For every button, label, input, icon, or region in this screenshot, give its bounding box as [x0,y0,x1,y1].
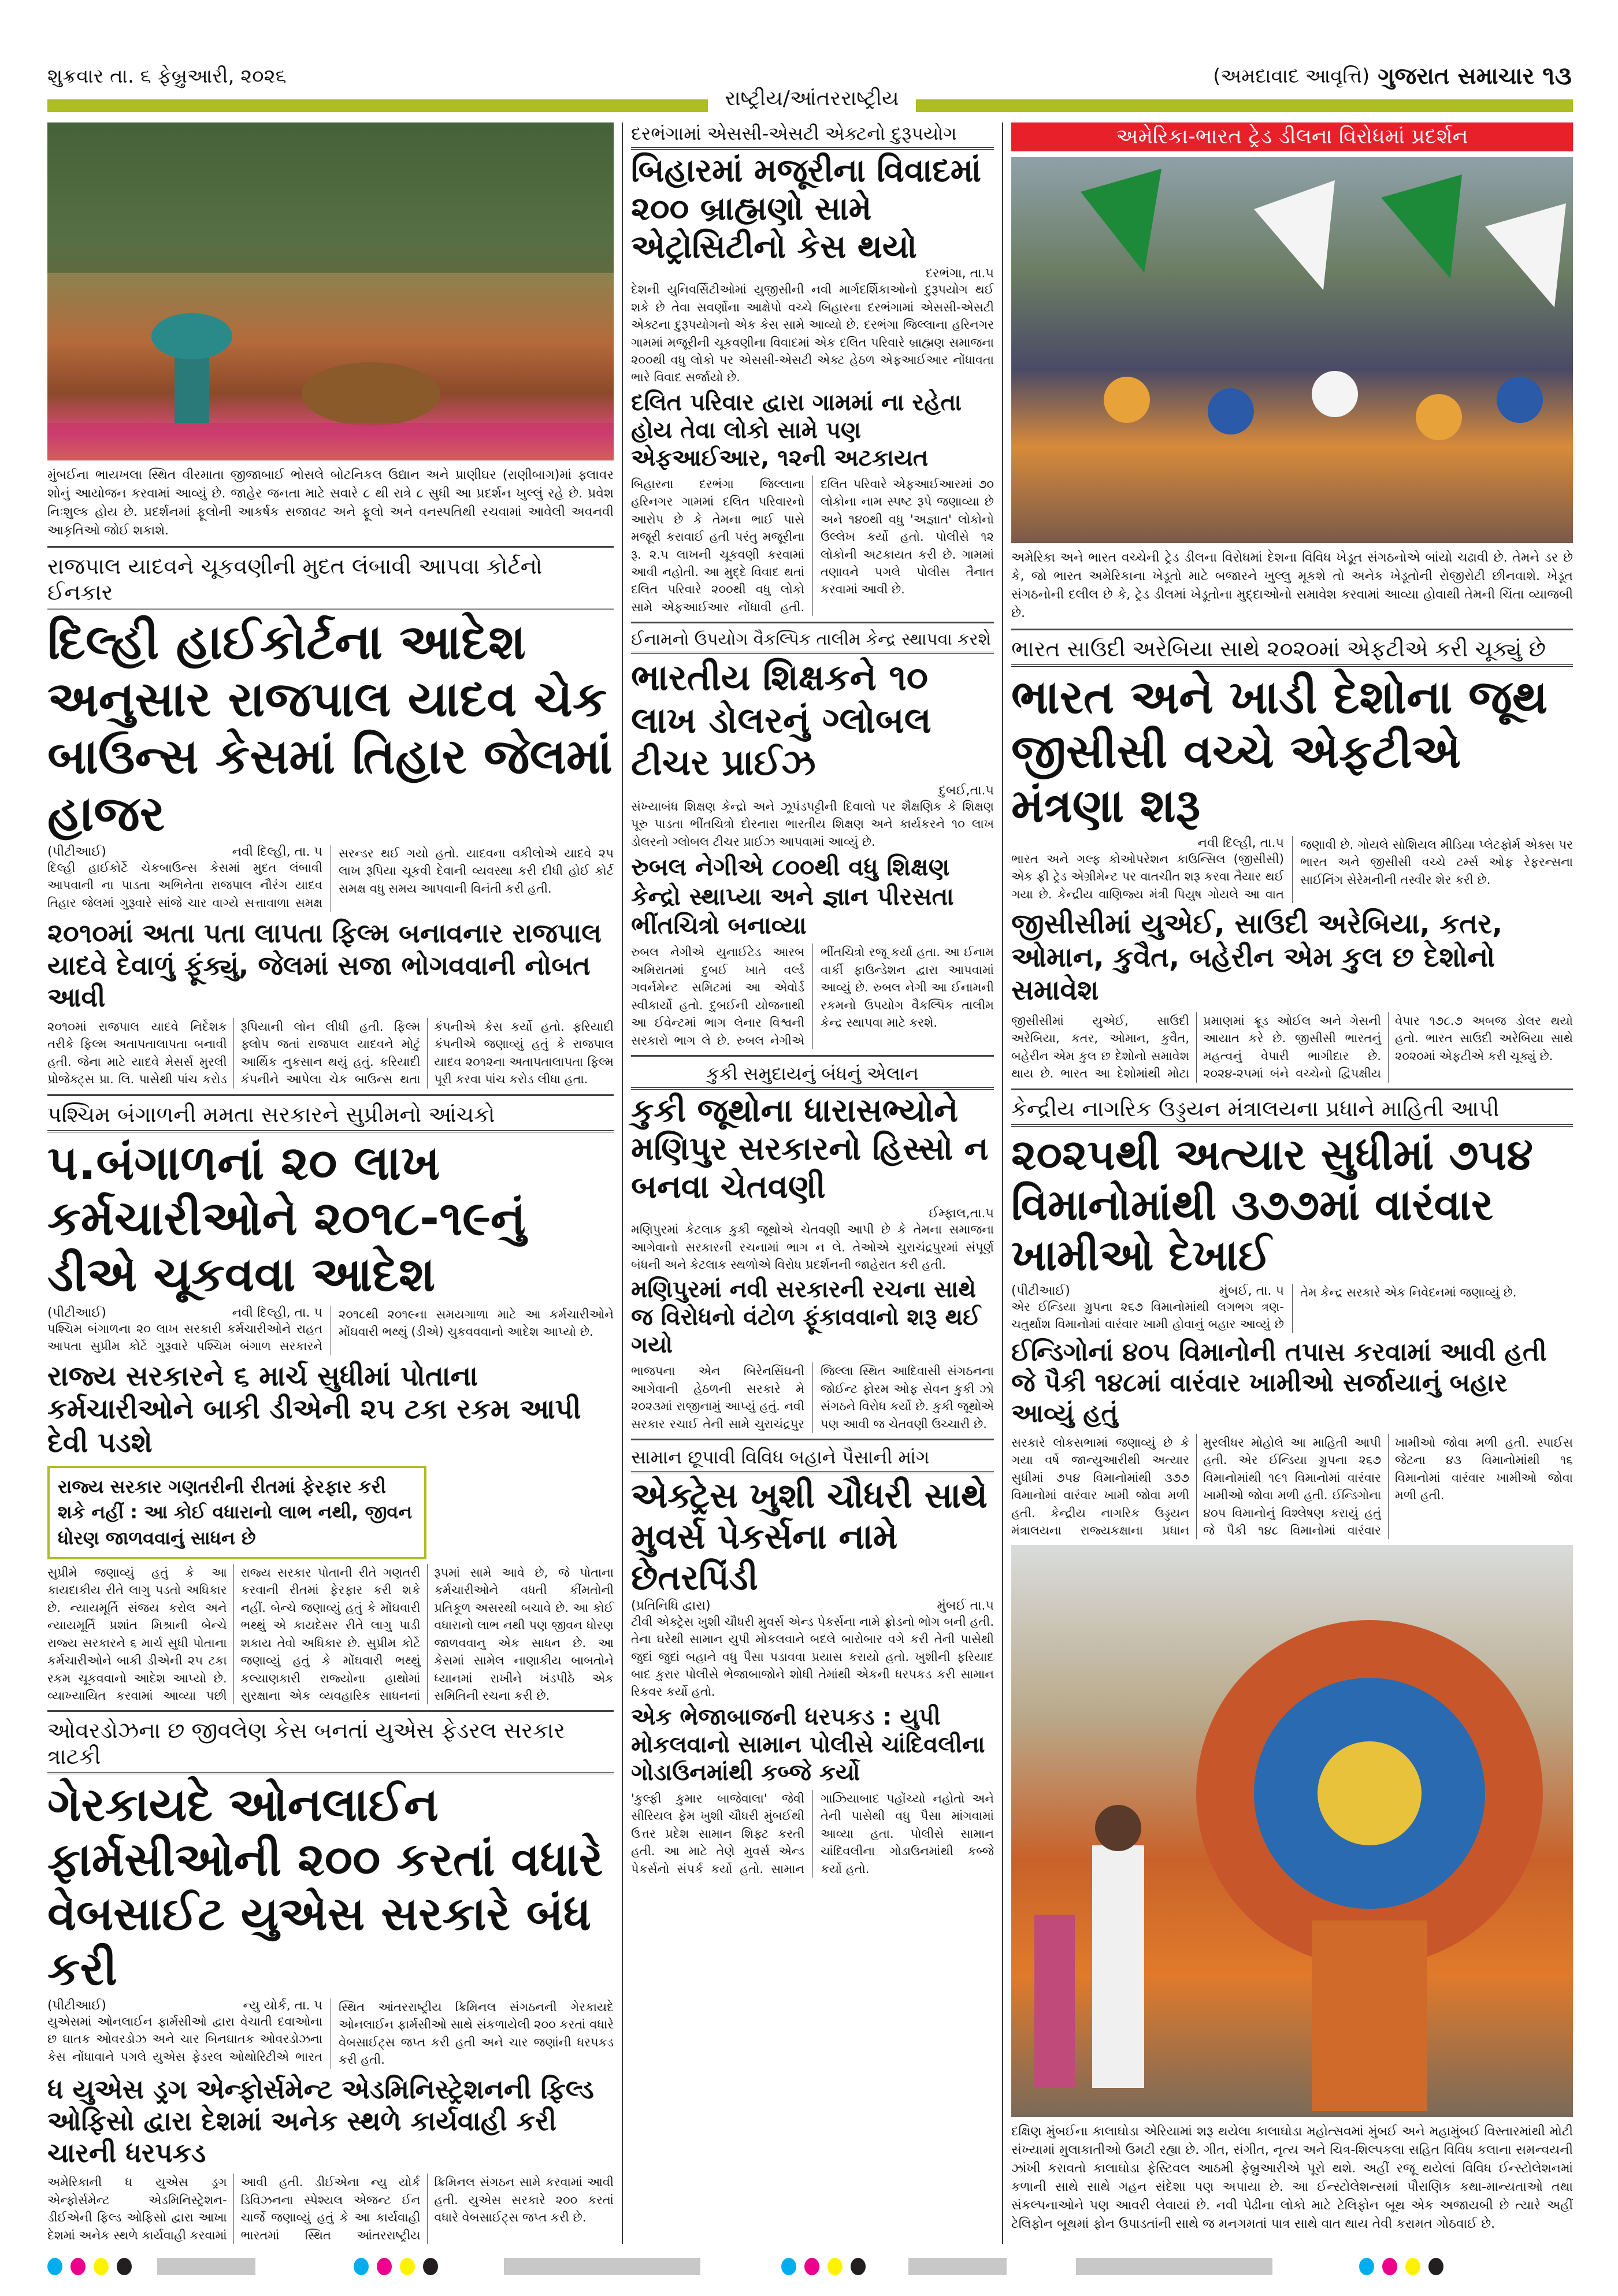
article-headline: ભારત અને ખાડી દેશોના જૂથ જીસીસી વચ્ચે એફટીએ મંત્રણા શરૂ [1011,670,1548,833]
yellow-registration-dot [94,2258,109,2275]
dateline [631,1599,994,1613]
article-lead: એર ઈન્ડિયા ગ્રુપના ૨૬૭ વિમાનોમાંથી લગભગ ત્રણ-ચતુર્થાશ વિમાનોમાં વારંવાર ખામી હોવાનું બહાર આવ્યું છે તેમ કેન્દ્ર સરકારે એક નિવેદનમાં જણાવ્યું છે. [1011,1285,1517,1331]
right-column [1011,122,1573,2244]
page-section-title: રાષ્ટ્રીય/આંતરરાષ્ટ્રીય [708,87,916,111]
black-registration-dot [851,2258,866,2275]
article-kicker: કુકી સમુદાયનું બંધનું એલાન [631,1062,994,1090]
article-body: સરકારે લોકસભામાં જણાવ્યું છે કે ગયા વર્ષે જાન્યુઆરીથી અત્યાર સુધીમાં ૭૫૪ વિમાનોમાંથી ૩૭૭ વિમાનોમાં વારંવાર ખામી જોવા મળી હતી. કેન્દ્રીય નાગરિક ઉડ્ડયન મંત્રાલયના રાજ્યકક્ષાના પ્રધાન મુરલીધર મોહોલે આ માહિતી આપી હતી. એર ઈન્ડિયા ગ્રુપના ૨૬૭ વિમાનોમાંથી ૧૯૧ વિમાનોમાં વારંવાર ખામીઓ જોવા મળી હતી. ઈન્ડિગોના ૪૦૫ વિમાનોનું વિશ્લેષણ કરાયું હતું જે પૈકી ૧૪૮ વિમાનોમાં વારંવાર ખામીઓ જોવા મળી હતી. સ્પાઈસ જેટના ૪૩ વિમાનોમાંથી ૧૬ વિમાનોમાં વારંવાર ખામીઓ જોવા મળી હતી. [1011,1435,1573,1537]
article-global-teacher-prize [631,629,994,1049]
edition-label: (અમદાવાદ આવૃત્તિ) [1213,64,1370,88]
agency-label: (પીટીઆઈ) [47,1998,106,2013]
article-kicker: ઓવરડોઝના છ જીવલેણ કેસ બનતાં યુએસ ફેડરલ સરકાર ત્રાટકી [47,1718,614,1774]
left-column [47,122,614,2244]
yellow-registration-dot [1405,2258,1420,2275]
dateline-text: નવી દિલ્હી, તા. ૫ [232,1305,322,1320]
article-aircraft-defects [1011,1096,1573,1540]
page-number: ૧૩ [1542,61,1572,91]
article-lead: દેશની યુનિવર્સિટીઓમાં યુજીસીની નવી માર્ગદર્શિકાઓનો દુરૂપયોગ થઈ શકે છે તેવા સવર્ણોના આક્ષેપો વચ્ચે બિહારના દરભંગામાં એસસી-એસટી એક્ટના દુરૂપયોગનો એક કેસ સામે આવ્યો છે. દરભંગા જિલ્લાના હરિનગર ગામમાં મજૂરીની ચૂકવણીના વિવાદમાં એક દલિત પરિવારે બ્રાહ્મણ સમાજના ૨૦૦થી વધુ લોકો પર એસસી-એસટી એક્ટ હેઠળ એફઆઈઆર નોંધાવતા ભારે વિવાદ સર્જાયો છે. [631,283,994,385]
article-rajpal-yadav [47,553,614,1088]
article-body: બિહારના દરભંગા જિલ્લાના હરિનગર ગામમાં દલિત પરિવારનો આરોપ છે કે તેમના ભાઈ પાસે મજૂરી કરાવાઈ હતી પરંતુ મજૂરીના રૂ. ૨.૫ લાખની ચૂકવણી કરવામાં આવી નહોતી. આ મુદ્દે વિવાદ થતાં દલિત પરિવારે ૨૦૦થી વધુ લોકો સામે એફઆઈઆર નોંધાવી હતી. દલિત પરિવારે એફઆઈઆરમાં ૭૦ લોકોના નામ સ્પષ્ટ રૂપે જણાવ્યા છે અને ૧૪૦થી વધુ 'અજ્ઞાત' લોકોનો ઉલ્લેખ કર્યો હતો. પોલીસે ૧૨ લોકોની અટકાયત કરી છે. ગામમાં તણાવને પગલે પોલીસ તૈનાત કરવામાં આવી છે. [631,477,994,614]
black-registration-dot [1428,2258,1443,2275]
article-body: ૨૦૧૦માં રાજપાલ યાદવે નિર્દેશક તરીકે ફિલ્મ અતાપતાલાપતા બનાવી હતી. જેના માટે યાદવે મેસર્સ મુરલી પ્રોજેક્ટ્સ પ્રા. લિ. પાસેથી પાંચ કરોડ રૂપિયાની લોન લીધી હતી. ફિલ્મ ફ્લોપ જતાં રાજપાલ યાદવને મોટું આર્થિક નુકસાન થયું હતું. કરિયાદી કંપનીને આપેલા ચેક બાઉન્સ થતા કંપનીએ કેસ કર્યો હતો. ફરિયાદી કંપનીએ જણાવ્યું હતું કે રાજપાલ યાદવ ૨૦૧૨ના અતાપતાલાપતા ફિલ્મ પૂરી કરવા પાંચ કરોડ લીધા હતા. [47,1019,614,1087]
dateline: દરભંગા, તા.૫ [925,266,994,281]
article-darbhanga-atrocity [631,122,994,616]
photo-caption: મુંબઈના ભાયખલા સ્થિત વીરમાતા જીજાબાઈ ભોસલે બોટનિકલ ઉદ્યાન અને પ્રાણીઘર (રાણીબાગ)માં ફ્લાવર શોનું આયોજન કરવામાં આવ્યું છે. જાહેર જનતા માટે સવારે ૮ થી રાત્રે ૮ સુધી આ પ્રદર્શન ખુલ્લું રહે છે. પ્રવેશ નિઃશુલ્ક હોય છે. પ્રદર્શનમાં ફૂલોની આકર્ષક સજાવટ અને ફૂલો અને વનસ્પતિથી રચવામાં આવેલી અવનવી આકૃતિઓ જોઈ શકાશે. [47,468,614,538]
agency-label: (પ્રતિનિધિ દ્વારા) [631,1598,711,1613]
article-subheadline: ઈન્ડિગોનાં ૪૦૫ વિમાનોની તપાસ કરવામાં આવી હતી જે પૈકી ૧૪૮માં વારંવાર ખામીઓ સર્જાયાનું બહાર આવ્યું હતું [1011,1338,1547,1428]
dateline-text: નવી દિલ્હી, તા. ૫ [232,845,322,859]
black-registration-dot [117,2258,132,2275]
article-lead: દિલ્હી હાઈકોર્ટે ચેકબાઉન્સ કેસમાં મુદત લંબાવી આપવાની ના પાડતા અભિનેતા રાજપાલ નૌરંગ યાદવ તિહાર જેલમાં ગુરૂવારે સાંજે ચાર વાગ્યે સત્તાવાળા સમક્ષ સરન્ડર થઈ ગયો હતો. યાદવના વકીલોએ યાદવે ૨૫ લાખ રૂપિયા ચૂકવી દેવાની વ્યવસ્થા કરી દીધી હોઈ કોર્ટ સમક્ષ વધુ સમય આપવાની વિનંતી કરી હતી. [47,846,614,910]
article-lead: ટીવી એક્ટ્રેસ ખુશી ચૌધરી મુવર્સ એન્ડ પેકર્સના નામે ફ્રોડનો ભોગ બની હતી. તેના ઘરેથી સામાન યુપી મોકલવાને બદલે બારોબાર વગે કરી તેની પાસેથી જુદાં જુદાં બહાને વધુ પૈસા પડાવવા પ્રયાસ કરાયો હતો. ખુશીની ફરિયાદ બાદ કુરાર પોલીસે ભેજાબાજોને શોધી તેમાંથી એકની ધરપકડ કરી સામાન રિકવર કર્યો હતો. [631,1614,994,1699]
grey-registration-bar [908,2258,1007,2275]
highlight-box: રાજ્ય સરકાર ગણતરીની રીતમાં ફેરફાર કરી શકે નહીં : આ કોઈ વધારાનો લાભ નથી, જીવન ધોરણ જાળવવાનું સાધન છે [47,1466,426,1559]
photo-illustration [1011,157,1573,543]
divider [631,1055,994,1057]
magenta-registration-dot [377,2258,392,2275]
divider [47,546,614,548]
article-lead: યુએસમાં ઓનલાઈન ફાર્મસીઓ દ્વારા વેચાતી દવાઓના છ ઘાતક ઓવરડોઝ અને ચાર બિનઘાતક ઓવરડોઝના કેસ નોંધાવાને પગલે યુએસ ફેડરલ ઓથોરિટીએ ભારત સ્થિત આંતરરાષ્ટ્રીય ક્રિમિનલ સંગઠનની ગેરકાયદે ઓનલાઈન ફાર્મસીઓ સાથે સંકળાયેલી ૨૦૦ કરતાં વધારે વેબસાઈટ્સ જપ્ત કરી હતી અને ચાર જણાંની ધરપકડ કરી હતી. [47,2000,614,2067]
agency-label: (પીટીઆઈ) [1011,1283,1070,1298]
newspaper-logo: ગુજરાત સમાચાર [1378,62,1535,90]
article-subheadline: દલિત પરિવાર દ્વારા ગામમાં ના રહેતા હોય તેવા લોકો સામે પણ એફઆઈઆર, ૧૨ની અટકાયત [631,389,962,471]
divider [631,622,994,623]
agency-label: (પીટીઆઈ) [47,1305,106,1320]
photo-illustration [47,122,614,460]
photo-caption: અમેરિકા અને ભારત વચ્ચેની ટ્રેડ ડીલના વિરોધમાં દેશના વિવિધ ખેડૂત સંગઠનોએ બાંયો ચઢાવી છે. તેમને ડર છે કે, જો ભારત અમેરિકાના ખેડૂતો માટે બજારને ખુલ્લુ મૂકશે તો અનેક ખેડૂતોની રોજીરોટી છીનવાશે. ખેડૂત સંગઠનોની દલીલ છે કે, ટ્રેડ ડીલમાં ખેડૂતોના મુદ્દાઓનો સમાવેશ કરવામાં આવ્યા હોવાથી તેમની ચિંતા વ્યાજબી છે. [1011,551,1573,621]
article-kicker: સામાન છૂપાવી વિવિધ બહાને પૈસાની માંગ [631,1446,994,1473]
divider [1011,1088,1573,1090]
article-headline: ગેરકાયદે ઓનલાઈન ફાર્મસીઓની ૨૦૦ કરતાં વધારે વેબસાઈટ યુએસ સરકારે બંધ કરી [47,1778,603,1996]
dateline: ઈમ્ફાલ,તા.૫ [929,1206,994,1221]
grey-registration-bar [504,2258,700,2275]
divider [47,1094,614,1096]
grey-registration-bar [1076,2258,1272,2275]
magenta-registration-dot [70,2258,86,2275]
article-subheadline: જીસીસીમાં યુએઈ, સાઉદી અરેબિયા, કતર, ઓમાન, કુવૈત, બહેરીન એમ કુલ છ દેશોનો સમાવેશ [1011,908,1503,1007]
article-body: રુબલ નેગીએ યુનાઈટેડ આરબ અમિરાતમાં દુબઈ ખાતે વર્લ્ડ ગવર્નમેન્ટ સમિટમાં આ એવોર્ડ સ્વીકાર્યો હતો. દુબઈની યોજનાથી આ ઈવેન્ટમાં ભાગ લેનાર વિશ્વની સરકારો ભાગ લે છે. રુબલ નેગીએ ભીંતચિત્રો રજૂ કર્યા હતા. આ ઈનામ વાર્કી ફાઉન્ડેશન દ્વારા આપવામાં આવ્યું છે. રુબલ નેગી આ ઈનામની રકમનો ઉપયોગ વૈકલ્પિક તાલીમ કેન્દ્ર સ્થાપવા માટે કરશે. [631,945,994,1047]
cyan-registration-dot [1359,2258,1374,2275]
divider [631,1439,994,1440]
article-kicker: રાજપાલ યાદવને ચૂકવણીની મુદત લંબાવી આપવા કોર્ટનો ઈનકાર [47,553,614,610]
article-kicker: કેન્દ્રીય નાગરિક ઉડ્ડયન મંત્રાલયના પ્રધાને માહિતી આપી [1011,1096,1573,1127]
article-body: 'કુલ્ફી કુમાર બાજેવાલા' જેવી સીરિયલ ફેમ ખુશી ચૌધરી મુંબઈથી ઉત્તર પ્રદેશ સામાન શિફ્ટ કરતી હતી. આ માટે તેણે મુવર્સ એન્ડ પેકર્સનો સંપર્ક કર્યો હતો. સામાન ગાઝિયાબાદ પહોંચ્યો નહોતો અને તેની પાસેથી વધુ પૈસા માંગવામાં આવ્યા હતા. પોલીસે સામાન ચાંદિવલીના ગોડાઉનમાંથી કબ્જે કર્યો હતો. [631,1791,994,1876]
yellow-registration-dot [400,2258,415,2275]
article-subheadline: રુબલ નેગીએ ૮૦૦થી વધુ શિક્ષણ કેન્દ્રો સ્થાપ્યા અને જ્ઞાન પીરસતા ભીંતચિત્રો બનાવ્યા [631,853,954,939]
dateline-text: મુંબઈ, તા. ૫ [1219,1283,1284,1298]
cyan-registration-dot [354,2258,369,2275]
article-headline: પ.બંગાળનાં ૨૦ લાખ કર્મચારીઓને ૨૦૧૮-૧૯નું ડીએ ચૂકવવા આદેશ [47,1135,526,1303]
black-registration-dot [423,2258,438,2275]
article-body: સુપ્રીમે જણાવ્યું હતું કે આ કાયદાકીય રીતે લાગુ પડતો અધિકાર છે. ન્યાયમૂર્તિ સંજય કરોલ અને ન્યાયમૂર્તિ પ્રશાંત મિશ્રાની બેન્ચે રાજ્ય સરકારને ૬ માર્ચ સુધી પોતાના કર્મચારીઓને બાકી ડીએની ૨૫ ટકા રકમ ચૂકવવાનો આદેશ આપ્યો છે. વ્યાખ્યાયિત કરવામાં આવ્યા પછી રાજ્ય સરકાર પોતાની રીતે ગણતરી કરવાની રીતમાં ફેરફાર કરી શકે નહીં. બેન્ચે જણાવ્યું હતું કે મોંઘવારી ભથ્થું એ કાયદેસર રીતે લાગુ પાડી શકાય તેવો અધિકાર છે. સુપ્રીમ કોર્ટે જણાવ્યું હતું કે મોંઘવારી ભથ્થું કલ્યાણકારી રાજ્યોના હાથોમાં સુરક્ષાના એક વ્યવહારિક સાધનનાં રૂપમાં સામે આવે છે, જે પોતાના કર્મચારીઓને વધતી કીંમતોની પ્રતિકૂળ અસરથી બચાવે છે. આ કોઈ વધારાનો લાભ નથી પણ જીવન ધોરણ જાળવવાનુ એક સાધન છે. આ કેસમાં સામેલ નાણાકીય બાબતોને ધ્યાનમાં રાખીને ખંડપીઠે એક સમિતિની રચના કરી છે. [47,1565,614,1703]
article-kicker: પશ્ચિમ બંગાળની મમતા સરકારને સુપ્રીમનો આંચકો [47,1102,614,1132]
cyan-registration-dot [47,2258,62,2275]
article-subheadline: એક ભેજાબાજની ધરપકડ : યુપી મોકલવાનો સામાન પોલીસે ચાંદિવલીના ગોડાઉનમાંથી કબ્જે કર્યો [631,1703,985,1786]
dateline: નવી દિલ્હી, તા.૫ [1197,835,1284,850]
article-body: જીસીસીમાં યુએઈ, સાઉદી અરેબિયા, કતર, ઓમાન, કુવૈત, બહેરીન એમ કુલ છ દેશોનો સમાવેશ થાય છે. ભારત આ દેશોમાંથી મોટા પ્રમાણમાં ક્રૂડ ઓઈલ અને ગેસની આયાત કરે છે. જીસીસી ભારતનું મહત્વનું વેપારી ભાગીદાર છે. ૨૦૨૪-૨૫માં બંને વચ્ચેનો દ્વિપક્ષીય વેપાર ૧૭૮.૭ અબજ ડોલર થયો હતો. ભારત સાઉદી અરેબિયા સાથે ૨૦૨૦માં એફટીએ કરી ચૂક્યું છે. [1011,1013,1573,1081]
magenta-registration-dot [1382,2258,1397,2275]
dateline-text: ન્યુ યોર્ક, તા. ૫ [243,1998,322,2013]
issue-date: શુક્રવાર તા. ૬ ફેબ્રુઆરી, ૨૦૨૬ [47,65,287,88]
print-registration-marks [47,2258,1573,2275]
article-headline: બિહારમાં મજૂરીના વિવાદમાં ૨૦૦ બ્રાહ્મણો સામે એટ્રોસિટીનો કેસ થયો [631,152,981,266]
article-kicker: ભારત સાઉદી અરેબિયા સાથે ૨૦૨૦માં એફટીએ કરી ચૂક્યું છે [1011,636,1573,667]
article-subheadline: ૨૦૧૦માં અતા પતા લાપતા ફિલ્મ બનાવનાર રાજપાલ યાદવે દેવાળું ફૂંક્યું, જેલમાં સજા ભોગવવાની નોબત આવી [47,917,602,1013]
agency-label: (પીટીઆઈ) [47,845,106,859]
article-us-online-pharmacy [47,1718,614,2244]
article-headline: ૨૦૨૫થી અત્યાર સુધીમાં ૭૫૪ વિમાનોમાંથી ૩૭૭માં વારંવાર ખામીઓ દેખાઈ [1011,1130,1534,1281]
divider [47,1710,614,1712]
article-khushi-chaudhary-fraud [631,1446,994,1878]
dateline [47,845,322,859]
article-headline: દિલ્હી હાઈકોર્ટના આદેશ અનુસાર રાજપાલ યાદવ ચેક બાઉન્સ કેસમાં તિહાર જેલમાં હાજર [47,613,613,842]
article-lead: સંખ્યાબંધ શિક્ષણ કેન્દ્રો અને ઝૂપંડપટ્ટીની દિવાલો પર શૈક્ષણિક કે શિક્ષણ પૂરુ પાડતા ભીંતચિત્રો દોરનારા ભારતીય શિક્ષણ અને કાર્યકરને ૧૦ લાખ ડોલરનો ગ્લોબલ ટીચર પ્રાઈઝ આપવામાં આવ્યું છે. [631,799,994,849]
article-headline: કુકી જૂથોના ધારાસભ્યોને મણિપુર સરકારનો હિસ્સો ન બનવા ચેતવણી [631,1091,989,1206]
article-kicker: ઈનામનો ઉપયોગ વૈકલ્પિક તાલીમ કેન્દ્ર સ્થાપવા કરશે [631,629,994,654]
dateline [47,1998,322,2013]
article-headline: ભારતીય શિક્ષકને ૧૦ લાખ ડોલરનું ગ્લોબલ ટીચર પ્રાઈઝ [631,656,932,783]
article-subheadline: ધ યુએસ ડ્રગ એન્ફોર્સમેન્ટ એડમિનિસ્ટ્રેશનની ફિલ્ડ ઓફિસો દ્વારા દેશમાં અનેક સ્થળે કાર્યવાહી કરી ચારની ધરપકડ [47,2073,594,2169]
article-lead: ભારત અને ગલ્ફ કોઓપરેશન કાઉન્સિલ (જીસીસી) એક ફ્રી ટ્રેડ એગ્રીમેન્ટ પર વાતચીત શરૂ કરવા તૈયાર થઈ ગયા છે. કેન્દ્રીય વાણિજ્ય મંત્રી પિયુષ ગોયલે આ વાત જણાવી છે. ગોયલે સોશિયલ મીડિયા પ્લેટફોર્મ એક્સ પર ભારત અને જીસીસી વચ્ચે ટર્મ્સ ઓફ રેફરન્સના સાઈનિંગ સેરેમનીની તસ્વીર શેર કરી છે. [1011,837,1573,901]
page-columns [47,0,1573,2244]
article-west-bengal-da [47,1102,614,1705]
article-subheadline: રાજ્ય સરકારને ૬ માર્ચ સુધીમાં પોતાના કર્મચારીઓને બાકી ડીએની ૨૫ ટકા રકમ આપી દેવી પડશે [47,1359,581,1459]
article-body: અમેરિકાની ધ યુએસ ડ્રગ એન્ફોર્સમેન્ટ એડમિનિસ્ટ્રેશન-ડીઈએની ફિલ્ડ ઓફિસો દ્વારા આખા દેશમાં અનેક સ્થળે કાર્યવાહી કરવામાં આવી હતી. ડીઈએના ન્યુ યોર્ક ડિવિઝનના સ્પેશ્યલ એજન્ટ ઈન ચાર્જે જણાવ્યું હતું કે આ કાર્યવાહી ભારતમાં સ્થિત આંતરરાષ્ટ્રીય ક્રિમિનલ સંગઠન સામે કરવામાં આવી હતી. યુએસ સરકારે ૨૦૦ કરતાં વધારે વેબસાઈટ્સ જપ્ત કરી છે. [47,2175,614,2242]
magenta-registration-dot [804,2258,819,2275]
divider [1011,629,1573,630]
article-lead: મણિપુરમાં કેટલાક કુકી જૂથોએ ચેતવણી આપી છે કે તેમના સમાજના આગેવાનો સરકારની રચનામાં ભાગ ન લે. તેઓએ ચુરાચંદ્રપુરમાં સંપૂર્ણ બંધની અને કેટલાક સ્થળોએ વિરોધ પ્રદર્શનની જાહેરાત કરી હતી. [631,1223,994,1272]
farmers-protest-crowd-photo [1011,157,1573,543]
flower-show-garden-photo [47,122,614,460]
photo-illustration [1011,1545,1573,2117]
photo-caption: દક્ષિણ મુંબઈના કાલાઘોડા એરિયામાં શરૂ થયેલા કાલાઘોડા મહોત્સવમાં મુંબઈ અને મહામુંબઈ વિસ્તારમાંથી મોટી સંખ્યામાં મુલાકાતીઓ ઉમટી રહ્યા છે. ગીત, સંગીત, નૃત્ય અને ચિત્ર-શિલ્પકલા સહિત વિવિધ કલાના સમન્વયની ઝાંખી કરાવતો કાલાઘોડા ફેસ્ટિવલ આઠમી ફેબ્રુઆરીએ પૂરો થશે. અહીં રજૂ થયેલાં વિવિધ ઈન્સ્ટોલેશનમાં કળાની સાથે સાથે ગહન સંદેશા પણ અપાયા છે. આ ઈન્સ્ટોલેશન્સમાં પૌરાણિક કથા-માન્યતાઓ તથા સંકલ્પનાઓને પણ આવરી લેવાયાં છે. નવી પેઢીના લોકો માટે ટેલિફોન બૂથ એક અજાયબી છે ત્યારે અહીં ટેલિફોન બૂથમાં ફોન ઉપાડતાંની સાથે જ મનગમતાં પાત્ર સાથે વાત થાય તેવી કરામત ગોઠવાઈ છે. [1011,2124,1573,2231]
cyan-registration-dot [781,2258,796,2275]
photo-banner: અમેરિકા-ભારત ટ્રેડ ડીલના વિરોધમાં પ્રદર્શન [1011,122,1573,151]
dateline [1011,1284,1284,1298]
grey-registration-bar [157,2258,255,2275]
article-india-gcc-fta [1011,636,1573,1083]
article-headline: એક્ટ્રેસ ખુશી ચૌધરી સાથે મુવર્સ પેકર્સના નામે છેતરપિંડી [631,1476,988,1598]
yellow-registration-dot [827,2258,843,2275]
article-subheadline: મણિપુરમાં નવી સરકારની રચના સાથે જ વિરોધનો વંટોળ ફૂંકાવવાનો શરૂ થઈ ગયો [631,1276,981,1359]
article-kicker: દરભંગામાં એસસી-એસટી એક્ટનો દુરૂપયોગ [631,122,994,150]
article-lead: પશ્ચિમ બંગાળના ૨૦ લાખ સરકારી કર્મચારીઓને રાહત આપતા સુપ્રીમ કોર્ટે ગુરૂવારે પશ્ચિમ બંગાળ સરકારને ૨૦૧૮થી ૨૦૧૯ના સમયગાળા માટે આ કર્મચારીઓને મોંઘવારી ભથ્થું (ડીએ) ચુકવવવાનો આદેશ આપ્યો છે. [47,1307,614,1354]
article-body: ભાજપના એન બિરેનસિંઘની આગેવાની હેઠળની સરકારે મે ૨૦૨૩માં રાજીનામું આપ્યું હતું. નવી સરકાર રચાઈ તેની સામે ચુરાચંદ્રપુર જિલ્લા સ્થિત આદિવાસી સંગઠનના જોઈન્ટ ફોરમ ઓફ સેવન કુકી ઝો સંગઠને વિરોધ કર્યો છે. કુકી જૂથોએ પણ આવી જ ચેતવણી ઉચ્ચારી છે. [631,1364,994,1431]
dateline [47,1306,322,1320]
dateline: દુબઈ,તા.૫ [938,783,994,798]
kala-ghoda-festival-installation-photo [1011,1545,1573,2117]
article-kuki-manipur [631,1062,994,1433]
dateline-text: મુંબઈ તા.૫ [937,1598,994,1613]
middle-column [622,122,1003,2244]
